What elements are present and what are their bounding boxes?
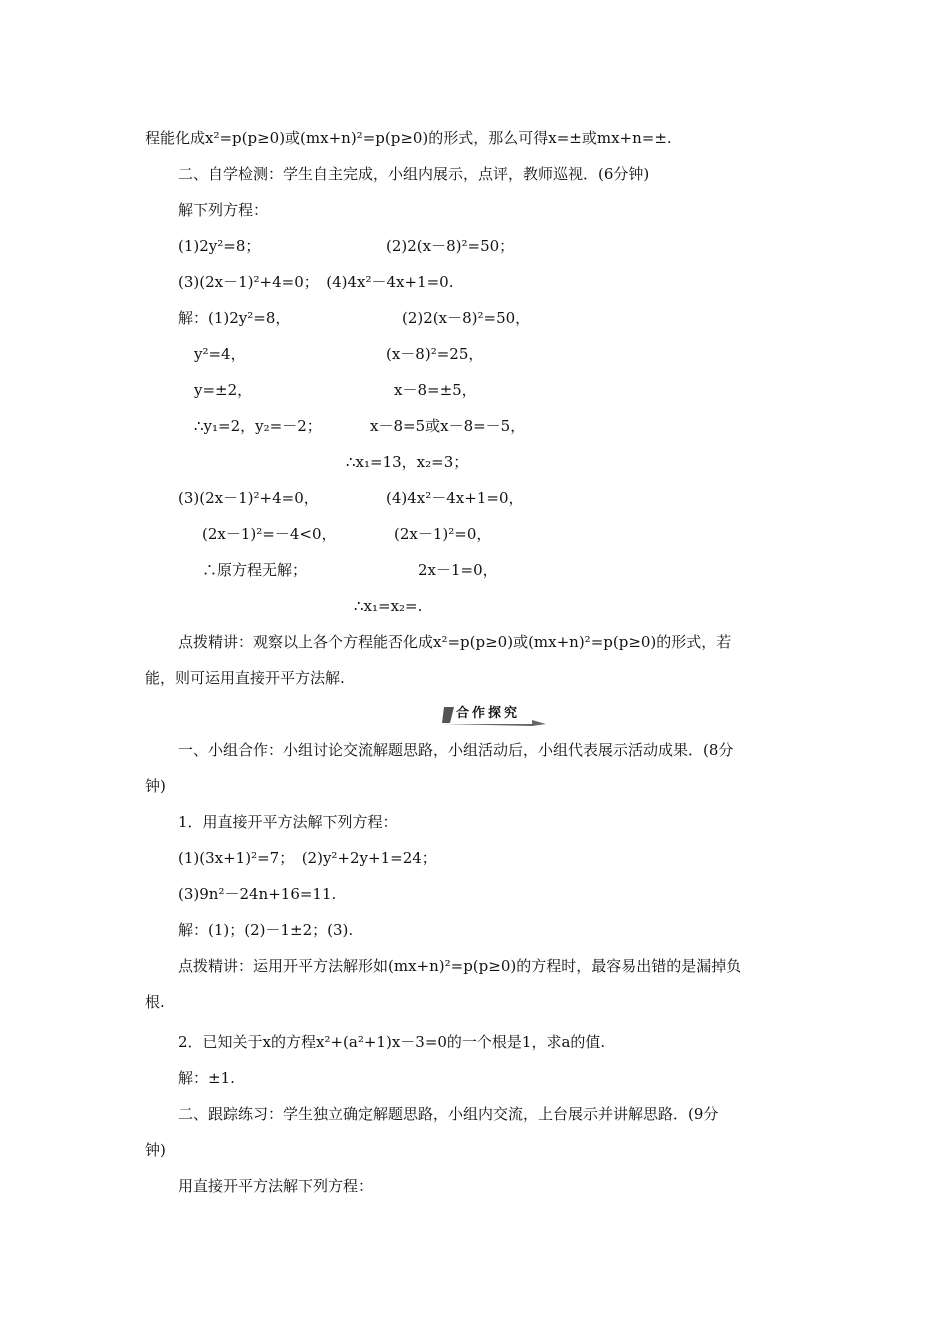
solution-step: (3)(2x－1)²+4=0， <box>178 489 319 507</box>
tip-text: 点拨精讲：运用开平方法解形如(mx+n)²=p(p≥0)的方程时，最容易出错的是漏掉负 <box>178 957 742 975</box>
answer: 解：±1. <box>178 1069 235 1087</box>
question: 2．已知关于x的方程x²+(a²+1)x－3=0的一个根是1，求a的值. <box>178 1033 606 1051</box>
text-line: 钟) <box>145 1141 166 1159</box>
text-line: 解下列方程： <box>178 201 269 219</box>
solution-step: ∴x₁=13，x₂=3； <box>346 453 469 471</box>
section-heading: 一、小组合作：小组讨论交流解题思路，小组活动后，小组代表展示活动成果．(8分 <box>178 741 734 759</box>
text-line: 钟) <box>145 777 166 795</box>
solution-step: (x－8)²=25， <box>386 345 484 363</box>
solution-step: x－8=±5， <box>394 381 477 399</box>
solution-step: 解：(1)2y²=8， <box>178 309 291 327</box>
equation: (3)(2x－1)²+4=0； (4)4x²－4x+1=0. <box>178 273 454 291</box>
equation: (1)(3x+1)²=7； (2)y²+2y+1=24； <box>178 849 437 867</box>
solution-step: ∴原方程无解； <box>202 561 308 579</box>
tip-text: 能，则可运用直接开平方法解. <box>145 669 345 687</box>
tip-text: 根. <box>145 993 165 1011</box>
solution-step: (2x－1)²=－4<0， <box>202 525 337 543</box>
solution-step: (2)2(x－8)²=50， <box>402 309 531 327</box>
text-line: 程能化成x²=p(p≥0)或(mx+n)²=p(p≥0)的形式，那么可得x=±或mx+n=±. <box>145 129 672 147</box>
section-heading: 二、跟踪练习：学生独立确定解题思路，小组内交流，上台展示并讲解思路．(9分 <box>178 1105 719 1123</box>
section-heading: 二、自学检测：学生自主完成，小组内展示，点评，教师巡视．(6分钟) <box>178 165 650 183</box>
solution-step: (4)4x²－4x+1=0， <box>386 489 524 507</box>
solution-step: 2x－1=0， <box>418 561 498 579</box>
solution-step: ∴y₁=2，y₂=－2； <box>194 417 322 435</box>
equation: (1)2y²=8； <box>178 237 261 255</box>
banner-title: 合作探究 <box>456 706 521 721</box>
answer: 解：(1)；(2)－1±2；(3). <box>178 921 354 939</box>
solution-step: ∴x₁=x₂=. <box>354 597 423 615</box>
equation: (3)9n²－24n+16=11. <box>178 885 337 903</box>
question: 1．用直接开平方法解下列方程： <box>178 813 398 831</box>
solution-step: x－8=5或x－8=－5， <box>370 417 526 435</box>
question: 用直接开平方法解下列方程： <box>178 1177 374 1195</box>
section-banner <box>440 704 548 726</box>
solution-step: y=±2， <box>194 381 253 399</box>
tip-text: 点拨精讲：观察以上各个方程能否化成x²=p(p≥0)或(mx+n)²=p(p≥0)的形式，若 <box>178 633 732 651</box>
solution-step: y²=4， <box>194 345 246 363</box>
solution-step: (2x－1)²=0， <box>394 525 492 543</box>
equation: (2)2(x－8)²=50； <box>386 237 515 255</box>
